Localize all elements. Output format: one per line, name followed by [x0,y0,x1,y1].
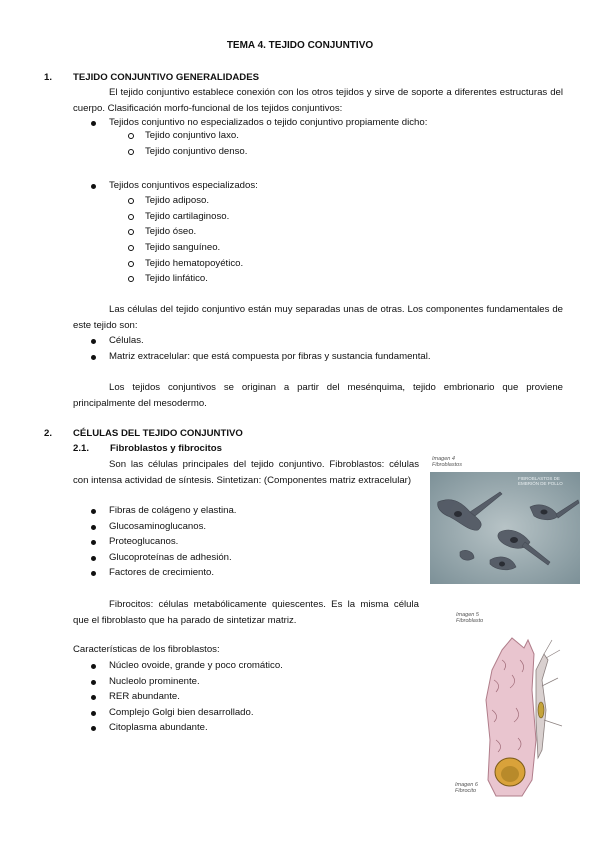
bullet-icon [91,355,96,360]
list-item: Proteoglucanos. [109,536,179,547]
bullet-icon [91,711,96,716]
bullet-icon [91,556,96,561]
section-1-heading: TEJIDO CONJUNTIVO GENERALIDADES [73,72,260,83]
section-1-intro: El tejido conjuntivo establece conexión con los otros tejidos y sirve de soporte a diferentes estructuras del cuerpo. Clasificación morfo-funcional de los tejidos conjuntivos: [73,87,563,114]
bullet-icon [91,509,96,514]
circle-bullet-icon [128,261,134,267]
bullet-icon [91,525,96,530]
figure-2-caption: Imagen 5 Fibroblasto [456,612,484,624]
circle-bullet-icon [128,149,134,155]
list-item: Glucoproteínas de adhesión. [109,552,232,563]
bullet-icon [91,571,96,576]
spec-label: Tejidos conjuntivos especializados: [109,180,258,191]
list-item: Nucleolo prominente. [109,676,200,687]
list-item: RER abundante. [109,691,180,702]
bullet-icon [91,540,96,545]
list-item: Tejido adiposo. [145,195,210,206]
section-2-number: 2. [44,428,53,439]
fibrocyte-paragraph: Fibrocitos: células metabólicamente quiescentes. Es la misma célula que el fibroblasto que ha parado de sintetizar matriz. [73,599,419,626]
bullet-icon [91,664,96,669]
list-item: Tejido sanguíneo. [145,242,221,253]
list-item: Tejido conjuntivo laxo. [145,130,239,141]
list-item: Glucosaminoglucanos. [109,521,207,532]
micrograph-label: FIBROBLASTOS DE EMBRIÓN DE POLLO [518,476,563,486]
list-item: Tejido hematopoyético. [145,258,244,269]
fibroblast-paragraph: Son las células principales del tejido conjuntivo. Fibroblastos: células con intensa actividad de síntesis. Sintetizan: (Componentes matriz extracelular) [73,459,419,486]
circle-bullet-icon [128,276,134,282]
section-2-heading: CÉLULAS DEL TEJIDO CONJUNTIVO [73,428,243,439]
list-item: Tejido óseo. [145,226,197,237]
bullet-icon [91,121,96,126]
nonspec-label: Tejidos conjuntivo no especializados o tejido conjuntivo propiamente dicho: [109,117,428,128]
list-item: Tejido cartilaginoso. [145,211,230,222]
cells-paragraph: Las células del tejido conjuntivo están muy separadas unas de otras. Los componentes fundamentales de este tejido son: [73,304,563,331]
list-item: Complejo Golgi bien desarrollado. [109,707,254,718]
subsection-heading: Fibroblastos y fibrocitos [110,443,222,454]
page-title: TEMA 4. TEJIDO CONJUNTIVO [226,40,374,51]
figure-3-caption: Imagen 6 Fibrocito [455,782,478,794]
bullet-icon [91,184,96,189]
list-item: Tejido linfático. [145,273,208,284]
list-item: Células. [109,335,144,346]
bullet-icon [91,680,96,685]
fibroblast-micrograph [430,472,580,584]
list-item: Matriz extracelular: que está compuesta por fibras y sustancia fundamental. [109,351,431,362]
list-item: Fibras de colágeno y elastina. [109,505,237,516]
section-1-number: 1. [44,72,53,83]
subsection-number: 2.1. [73,443,90,454]
figure-1-caption: Imagen 4 Fibroblastos [432,456,462,468]
list-item: Núcleo ovoide, grande y poco cromático. [109,660,283,671]
circle-bullet-icon [128,229,134,235]
bullet-icon [91,339,96,344]
list-item: Citoplasma abundante. [109,722,208,733]
circle-bullet-icon [128,133,134,139]
list-item: Factores de crecimiento. [109,567,215,578]
characteristics-label: Características de los fibroblastos: [73,644,220,655]
list-item: Tejido conjuntivo denso. [145,146,248,157]
circle-bullet-icon [128,198,134,204]
circle-bullet-icon [128,214,134,220]
origin-paragraph: Los tejidos conjuntivos se originan a partir del mesénquima, tejido embrionario que proviene principalmente del mesodermo. [73,382,563,409]
bullet-icon [91,726,96,731]
bullet-icon [91,695,96,700]
circle-bullet-icon [128,245,134,251]
fibroblast-drawing [482,630,572,800]
